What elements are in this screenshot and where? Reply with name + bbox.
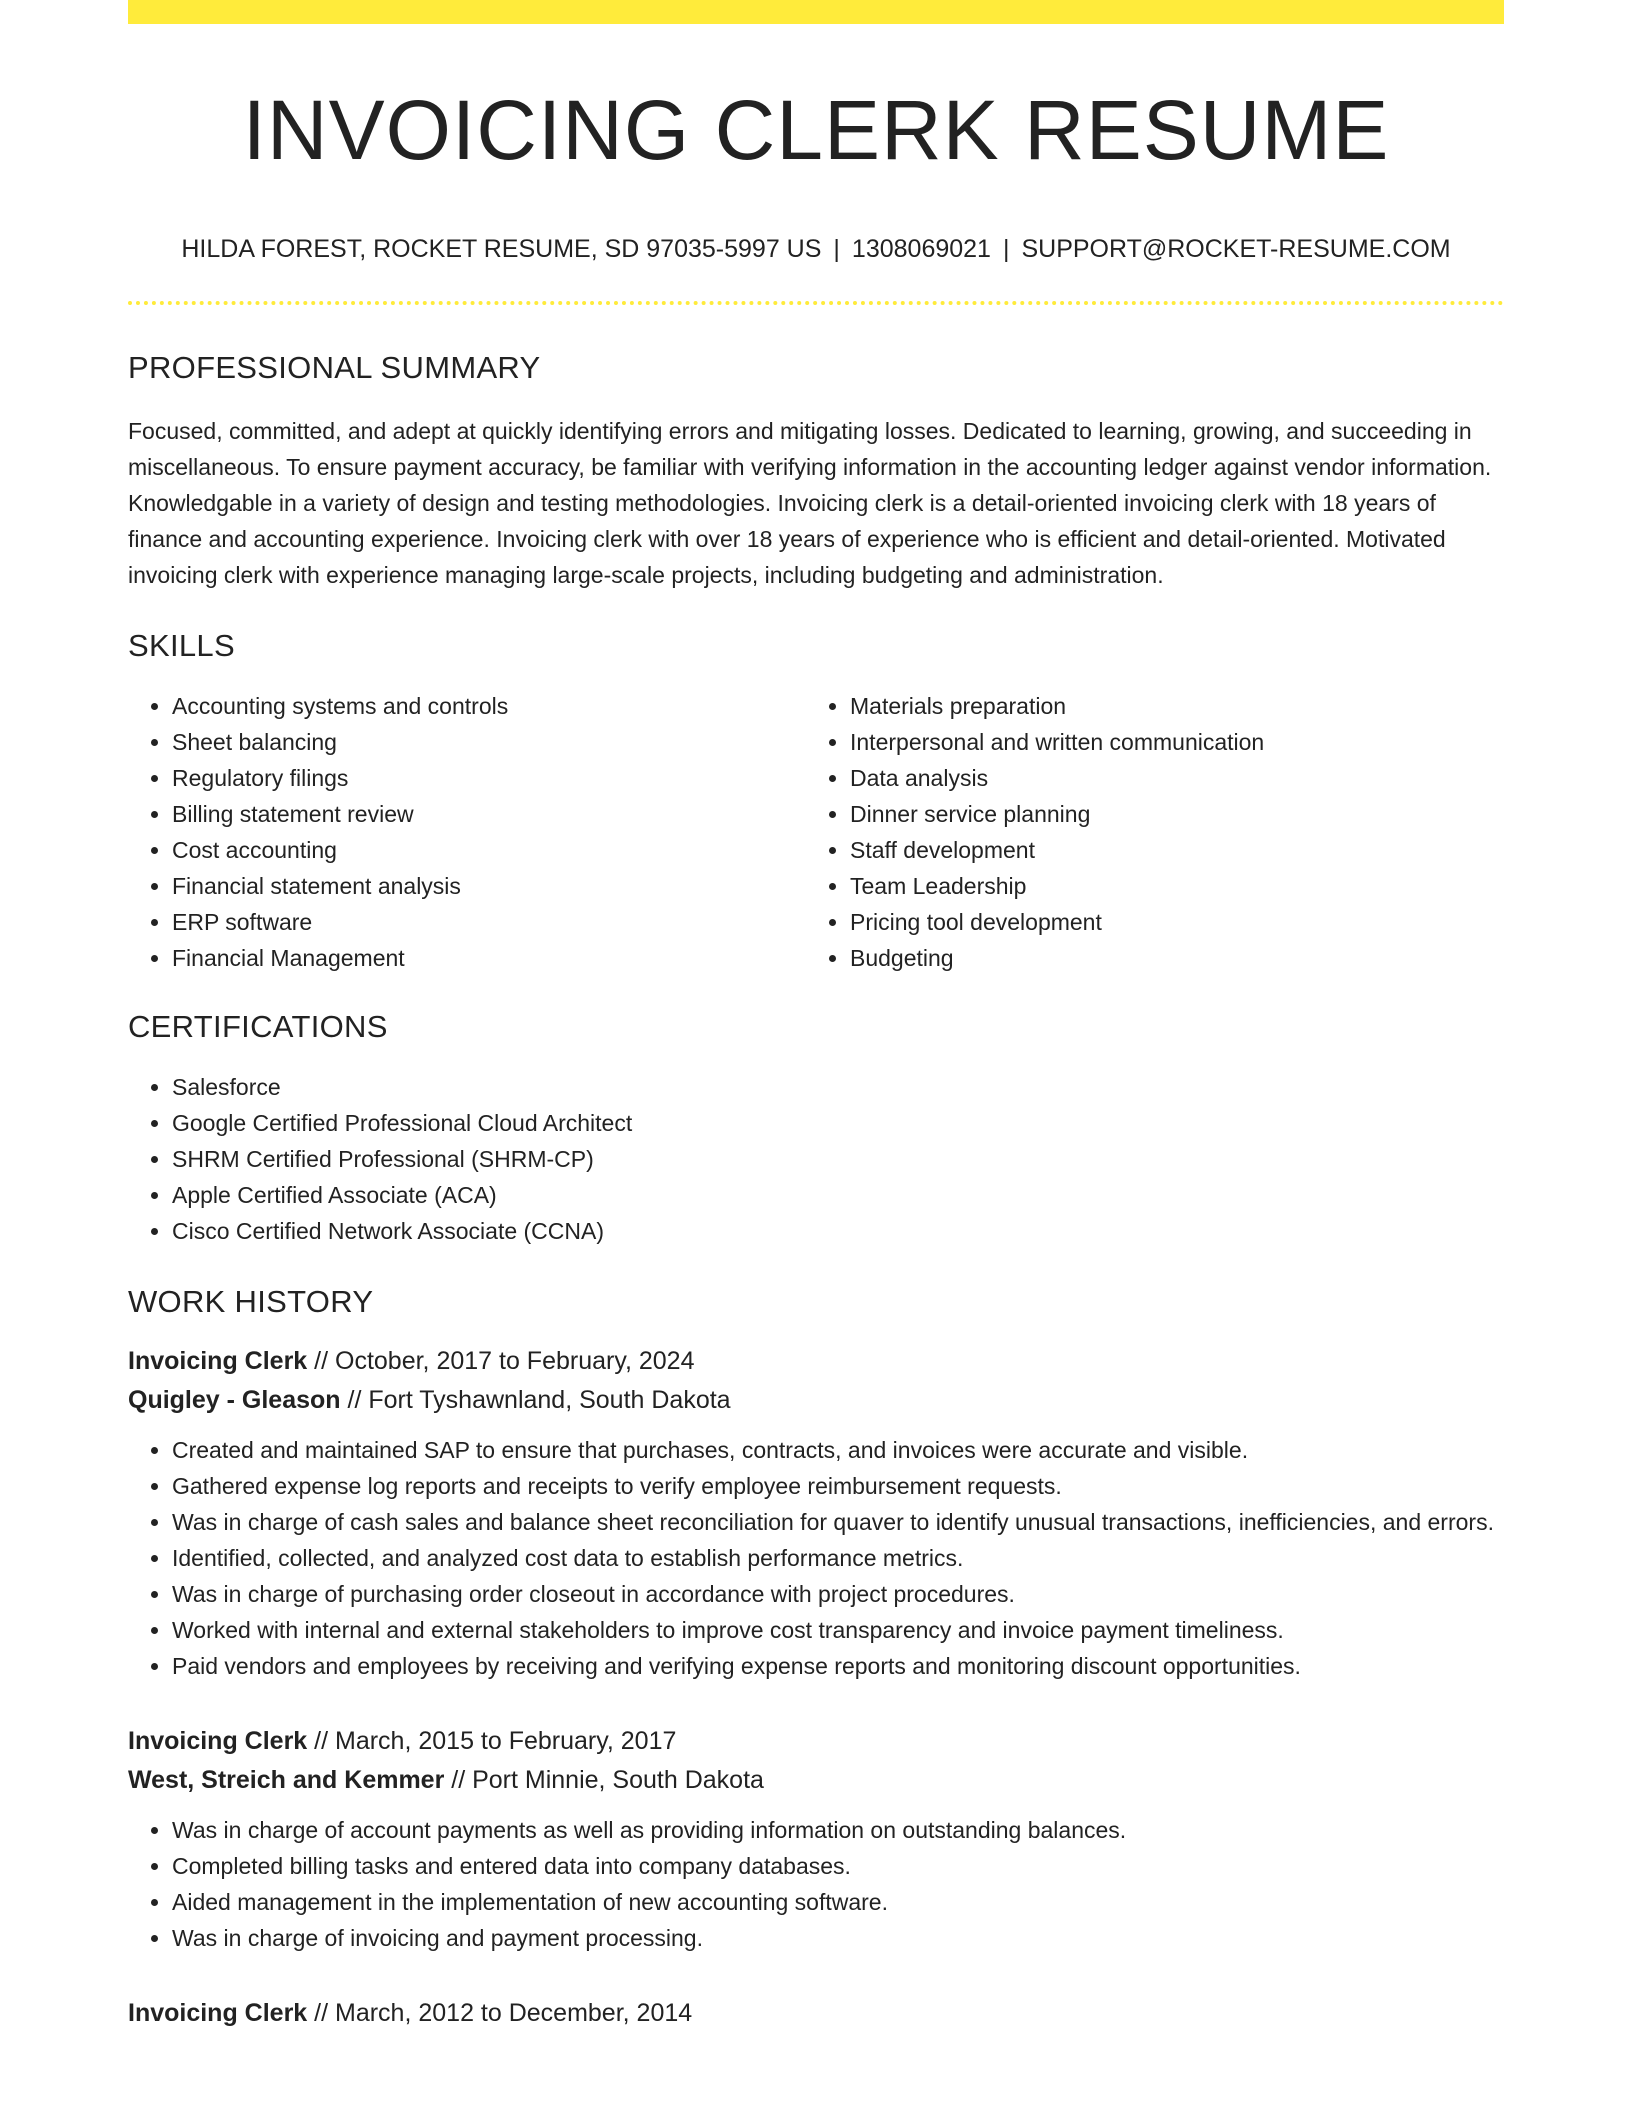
dotted-divider: [128, 301, 1504, 305]
job-company-line: [128, 1381, 1504, 1420]
job-location: // Fort Tyshawnland, South Dakota: [340, 1386, 731, 1415]
section-heading-work-history: WORK HISTORY: [128, 1283, 374, 1319]
top-accent-bar: [128, 0, 1504, 24]
job-company-line: [128, 1761, 1504, 1800]
list-item: • Budgeting: [850, 940, 1484, 976]
list-item: • Worked with internal and external stakeholders to improve cost transparency and invoice payment timeliness.: [172, 1612, 1504, 1648]
list-item: • Financial Management: [172, 940, 806, 976]
list-item: • Created and maintained SAP to ensure that purchases, contracts, and invoices were accurate and visible.: [172, 1432, 1504, 1468]
list-item: • Cost accounting: [172, 832, 806, 868]
list-item: • Was in charge of purchasing order closeout in accordance with project procedures.: [172, 1576, 1504, 1612]
list-item: • Data analysis: [850, 760, 1484, 796]
skills-column-left: [128, 688, 806, 976]
list-item: • Team Leadership: [850, 868, 1484, 904]
job-bullets: [128, 1812, 1504, 1956]
list-item: • Pricing tool development: [850, 904, 1484, 940]
list-item: • Interpersonal and written communication: [850, 724, 1484, 760]
list-item: • Was in charge of invoicing and payment processing.: [172, 1920, 1504, 1956]
list-item: • Materials preparation: [850, 688, 1484, 724]
job-role: Invoicing Clerk: [128, 1347, 308, 1376]
job-dates: // March, 2012 to December, 2014: [307, 1999, 693, 2028]
job-entry: [128, 1994, 1504, 2033]
job-bullets: [128, 1432, 1504, 1684]
job-title-line: [128, 1342, 1504, 1381]
section-heading-skills: SKILLS: [128, 627, 235, 663]
list-item: • Gathered expense log reports and receipts to verify employee reimbursement requests.: [172, 1468, 1504, 1504]
skills-list-left: [128, 688, 806, 976]
page-title: INVOICING CLERK RESUME: [242, 83, 1390, 177]
contact-line: [128, 234, 1504, 264]
list-item: • Financial statement analysis: [172, 868, 806, 904]
list-item: • Regulatory filings: [172, 760, 806, 796]
job-title-line: [128, 1722, 1504, 1761]
list-item: • Accounting systems and controls: [172, 688, 806, 724]
contact-separator: |: [833, 235, 840, 264]
certifications-list: [128, 1069, 1504, 1249]
skills-column-right: [806, 688, 1484, 976]
contact-email[interactable]: SUPPORT@ROCKET-RESUME.COM: [1021, 235, 1451, 264]
list-item: • ERP software: [172, 904, 806, 940]
job-entry: [128, 1342, 1504, 1684]
contact-separator: |: [1002, 235, 1010, 264]
section-heading-certifications: CERTIFICATIONS: [128, 1008, 388, 1044]
list-item: • Dinner service planning: [850, 796, 1484, 832]
section-heading-summary: PROFESSIONAL SUMMARY: [128, 350, 541, 386]
job-title-line: [128, 1994, 1504, 2033]
list-item: • Aided management in the implementation of new accounting software.: [172, 1884, 1504, 1920]
skills-grid: [128, 688, 1504, 976]
list-item: • Apple Certified Associate (ACA): [172, 1177, 1504, 1213]
contact-address: HILDA FOREST, ROCKET RESUME, SD 97035-5997 US: [181, 235, 822, 264]
list-item: • Identified, collected, and analyzed cost data to establish performance metrics.: [172, 1540, 1504, 1576]
resume-page: [128, 0, 1504, 2033]
list-item: • Salesforce: [172, 1069, 1504, 1105]
job-dates: // October, 2017 to February, 2024: [307, 1347, 695, 1376]
list-item: • Staff development: [850, 832, 1484, 868]
list-item: • Google Certified Professional Cloud Architect: [172, 1105, 1504, 1141]
list-item: • Completed billing tasks and entered data into company databases.: [172, 1848, 1504, 1884]
job-location: // Port Minnie, South Dakota: [444, 1766, 764, 1795]
list-item: • Billing statement review: [172, 796, 806, 832]
job-entry: [128, 1722, 1504, 1956]
job-role: Invoicing Clerk: [128, 1999, 308, 2028]
list-item: • Paid vendors and employees by receiving and verifying expense reports and monitoring discount opportunities.: [172, 1648, 1504, 1684]
job-company: Quigley - Gleason: [128, 1386, 341, 1415]
list-item: • SHRM Certified Professional (SHRM-CP): [172, 1141, 1504, 1177]
summary-paragraph: Focused, committed, and adept at quickly identifying errors and mitigating losses. Dedicated to learning, growing, and succeeding in miscellaneous. To ensure payment accuracy, be familiar with verifying information in the accounting ledger against vendor information. Knowledgable in a variety of design and testing methodologies. Invoicing clerk is a detail-oriented invoicing clerk with 18 years of finance and accounting experience. Invoicing clerk with over 18 years of experience who is efficient and detail-oriented. Motivated invoicing clerk with experience managing large-scale projects, including budgeting and administration.: [128, 417, 1492, 588]
list-item: • Was in charge of cash sales and balance sheet reconciliation for quaver to identify unusual transactions, inefficiencies, and errors.: [172, 1504, 1504, 1540]
contact-phone: 1308069021: [851, 235, 991, 264]
job-company: West, Streich and Kemmer: [128, 1766, 445, 1795]
list-item: • Cisco Certified Network Associate (CCNA): [172, 1213, 1504, 1249]
job-dates: // March, 2015 to February, 2017: [307, 1727, 677, 1756]
list-item: • Was in charge of account payments as well as providing information on outstanding balances.: [172, 1812, 1504, 1848]
job-role: Invoicing Clerk: [128, 1727, 308, 1756]
list-item: • Sheet balancing: [172, 724, 806, 760]
skills-list-right: [806, 688, 1484, 976]
